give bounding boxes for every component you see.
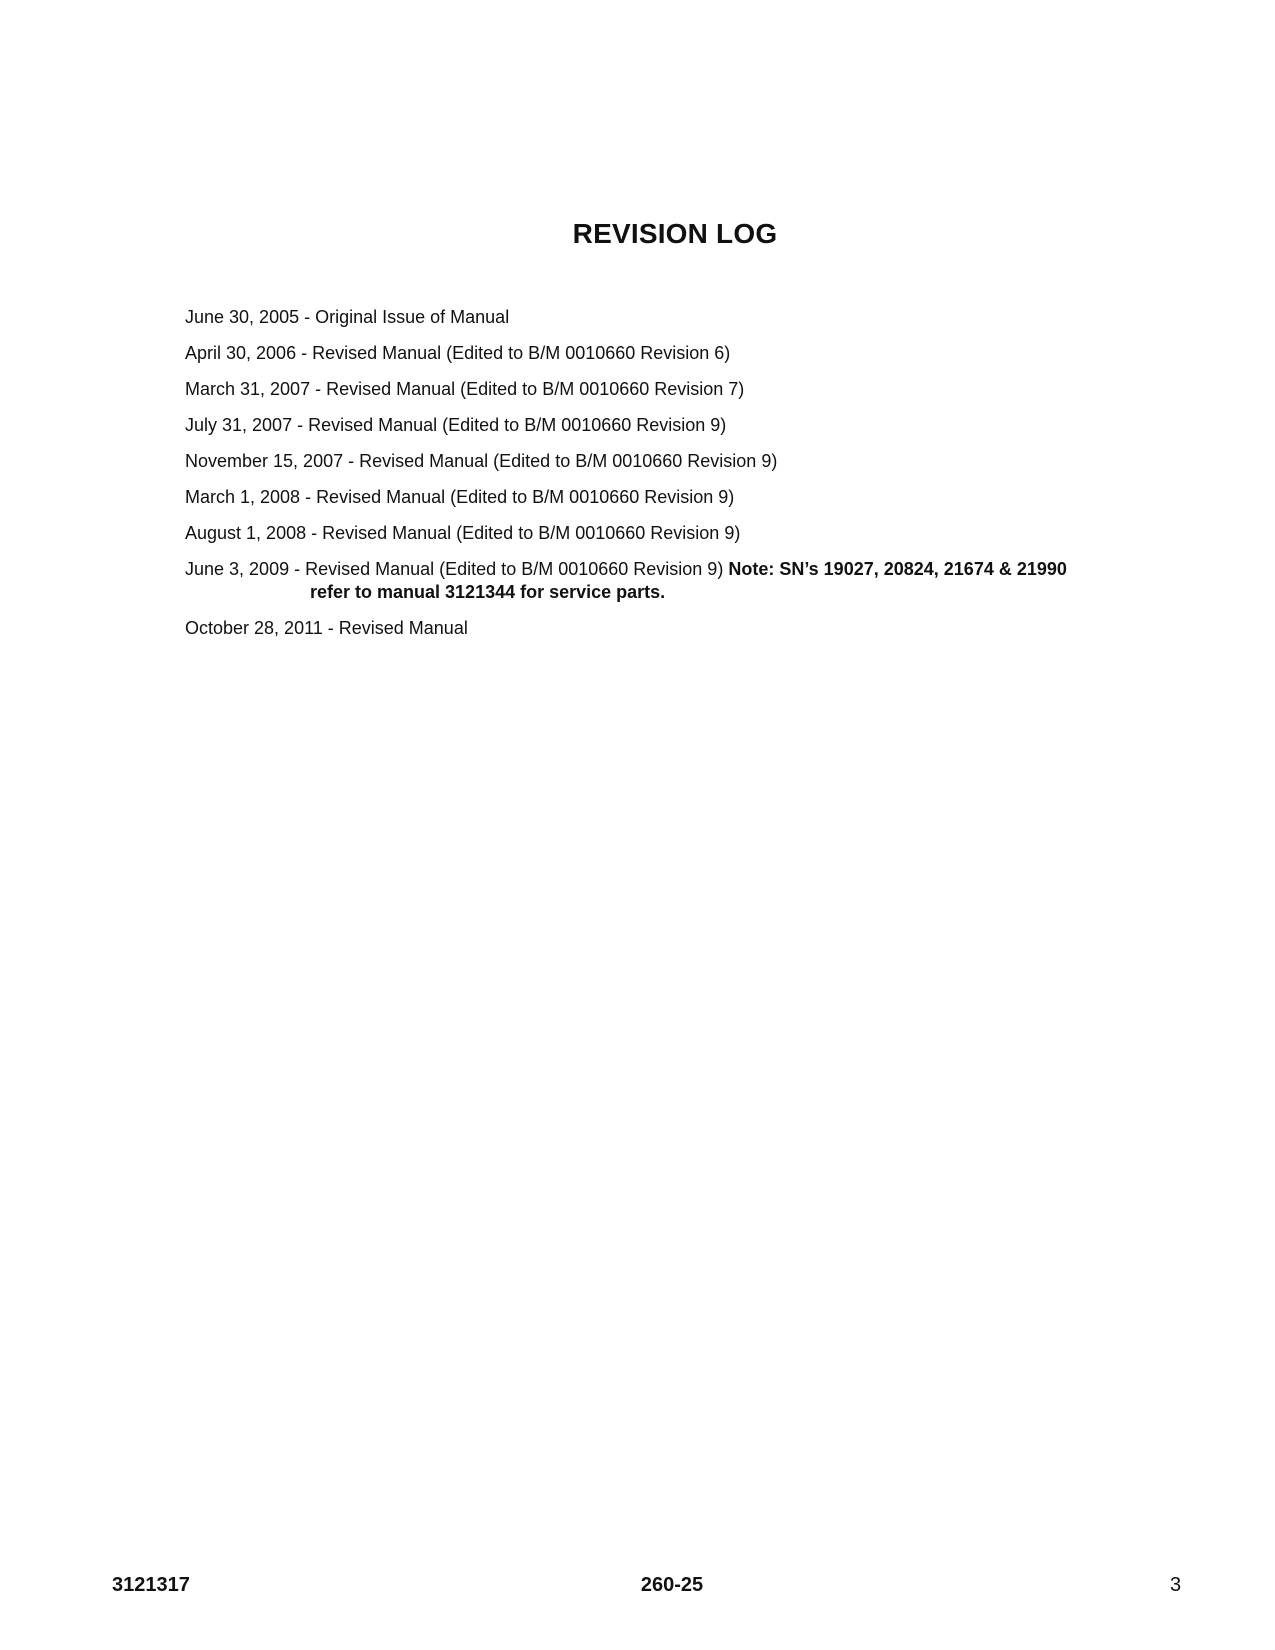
revision-entry-text: October 28, 2011 - Revised Manual xyxy=(185,618,468,638)
revision-entry xyxy=(185,450,1145,473)
revision-entry xyxy=(185,342,1145,365)
page-title: REVISION LOG xyxy=(572,218,778,249)
revision-note: Note: SN’s 19027, 20824, 21674 & 21990 xyxy=(728,559,1067,579)
revision-entry xyxy=(185,522,1145,545)
revision-entry xyxy=(185,414,1145,437)
revision-log-list xyxy=(185,306,1145,653)
revision-note-continuation: refer to manual 3121344 for service parts. xyxy=(310,582,666,602)
revision-entry-text: March 1, 2008 - Revised Manual (Edited to B/M 0010660 Revision 9) xyxy=(185,487,735,507)
revision-entry xyxy=(185,617,1145,640)
revision-entry-text: July 31, 2007 - Revised Manual (Edited to B/M 0010660 Revision 9) xyxy=(185,415,727,435)
footer-manual-number: 3121317 xyxy=(112,1574,190,1596)
revision-entry-text: March 31, 2007 - Revised Manual (Edited to B/M 0010660 Revision 7) xyxy=(185,379,745,399)
revision-entry-text: June 3, 2009 - Revised Manual (Edited to B/M 0010660 Revision 9) xyxy=(185,559,724,579)
revision-entry-text: April 30, 2006 - Revised Manual (Edited to B/M 0010660 Revision 6) xyxy=(185,343,731,363)
footer-page-number: 3 xyxy=(1170,1574,1182,1596)
footer-model: 260-25 xyxy=(640,1574,704,1596)
revision-entry xyxy=(185,558,1145,604)
revision-entry-text: November 15, 2007 - Revised Manual (Edited to B/M 0010660 Revision 9) xyxy=(185,451,778,471)
revision-entry-text: August 1, 2008 - Revised Manual (Edited to B/M 0010660 Revision 9) xyxy=(185,523,741,543)
revision-entry xyxy=(185,306,1145,329)
revision-entry xyxy=(185,486,1145,509)
revision-entry xyxy=(185,378,1145,401)
revision-entry-text: June 30, 2005 - Original Issue of Manual xyxy=(185,307,510,327)
page-footer xyxy=(0,1574,1275,1604)
